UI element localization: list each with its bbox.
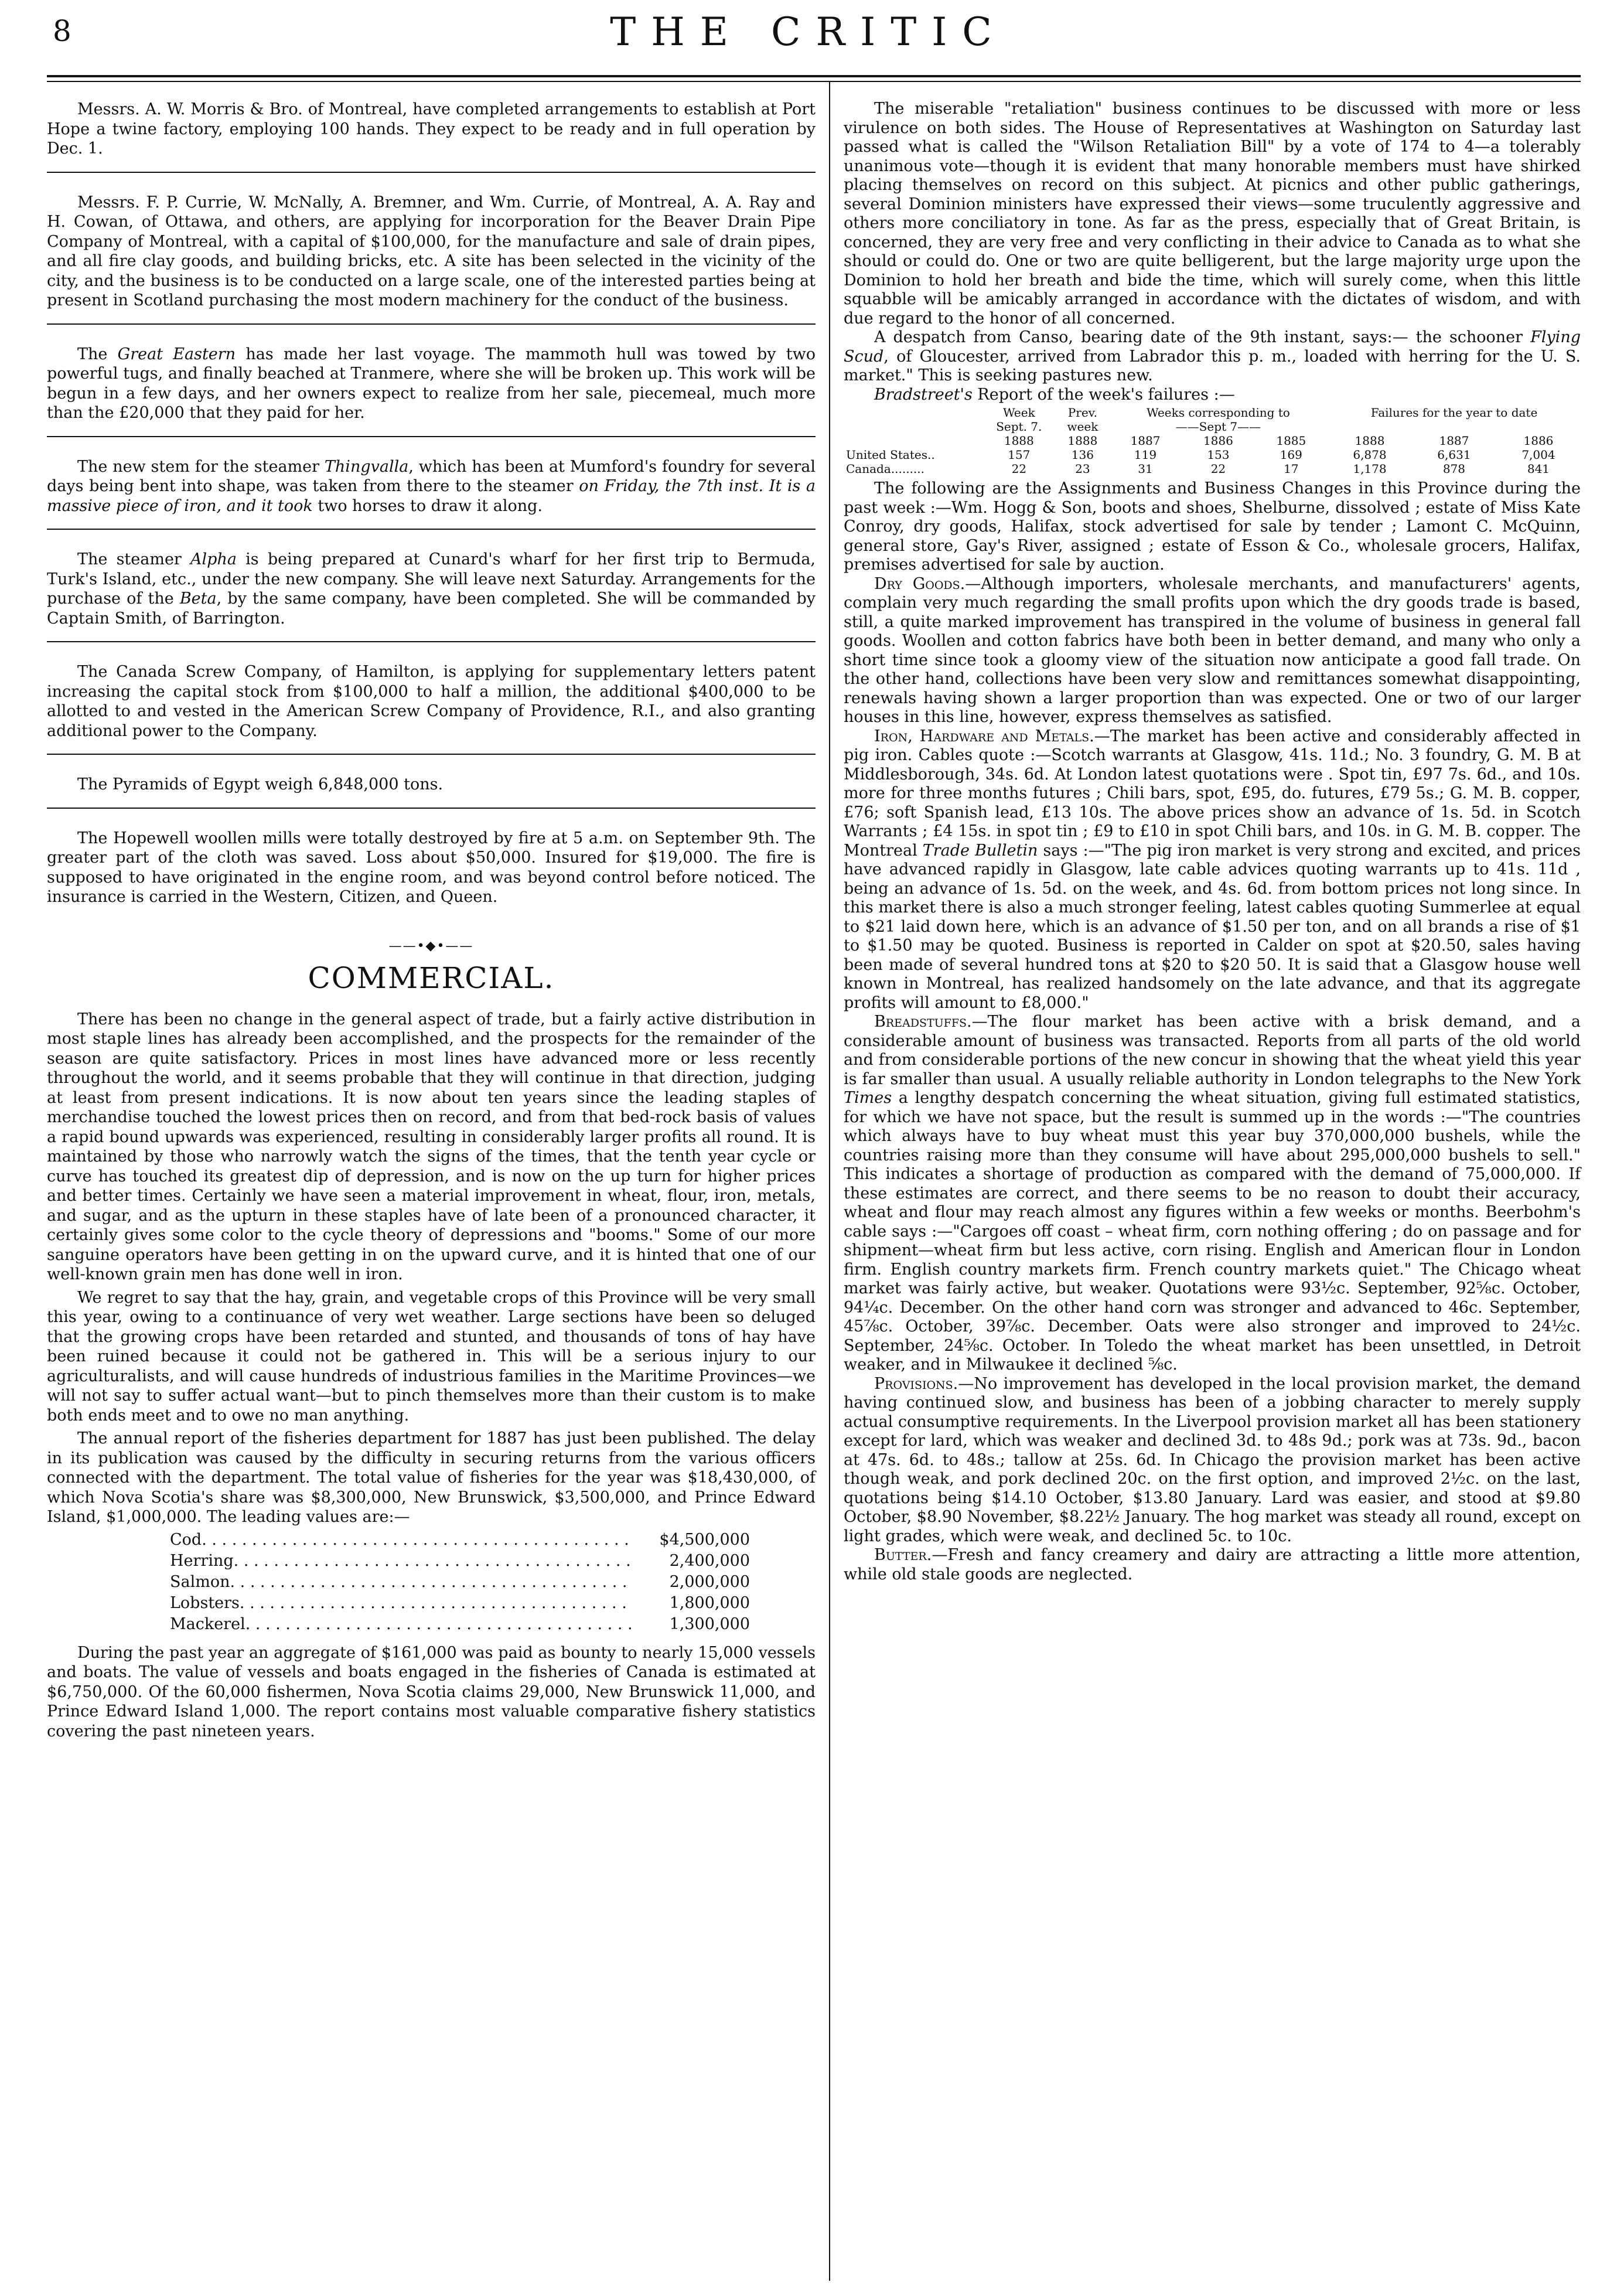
commercial-para-fisheries: The annual report of the fisheries department for 1887 has just been published. The delay in its publication was caused by the difficulty in securing returns from the various officers connected with the department. The total value of fisheries for the year was $18,430,000, of which Nova Scotia's share was $8,300,000, New Brunswick, $3,500,000, and Prince Edward Island, $1,000,000. The leading values are:— [47, 1429, 816, 1526]
item-separator [47, 529, 816, 530]
item-morris-twine: Messrs. A. W. Morris & Bro. of Montreal, have completed arrangements to establish at Port Hope a twine factory, employing 100 hands. They expect to be ready and in full operation by Dec. 1. [47, 100, 816, 158]
item-thingvalla: The new stem for the steamer Thingvalla, which has been at Mumford's foundry for several days being bent into shape, was taken from there to the steamer on Friday, the 7th inst. It is a massive piece of iron, and it took two horses to draw it along. [47, 457, 816, 515]
item-beaver-drain-pipe: Messrs. F. P. Currie, W. McNally, A. Bremner, and Wm. Currie, of Montreal, A. A. Ray and H. Cowan, of Ottawa, and others, are applying for incorporation for the Beaver Drain Pipe Company of Montreal, with a capital of $100,000, for the manufacture and sale of drain pipes, and all fire clay goods, and building bricks, etc. A site has been selected in the vicinity of the city, and the business is to be conducted on a large scale, one of the interested parties being at present in Scotland purchasing the most modern machinery for the conduct of the business. [47, 193, 816, 309]
section-title-commercial: COMMERCIAL. [308, 961, 555, 995]
item-separator [47, 172, 816, 173]
table-row: United States.. 157 136 119 153 169 6,878 6,631 7,004 [846, 448, 1555, 462]
failures-table [844, 406, 1581, 476]
item-canso-despatch: A despatch from Canso, bearing date of the 9th instant, says:— the schooner Flying Scud, of Gloucester, arrived from Labrador this p. m., loaded with herring for the U. S. market." This is seeking pastures new. [844, 328, 1581, 384]
table-row: Cod . . . $4,500,000 [170, 1529, 750, 1551]
item-separator [47, 323, 816, 325]
market-iron-metals: Iron, Hardware and Metals.—The market has been active and considerably affected in pig iron. Cables quote :—Scotch warrants at Glasgow, 41s. 11d.; No. 3 foundry, G. M. B at Middlesborough, 34s. 6d. At London latest quotations were . Spot tin, £97 7s. 6d., and 10s. more for three months futures ; Chili bars, spot, £95, do. futures, £79 5s.; G. M. B. copper, £76; soft Spanish lead, £13 10s. The above prices show an advance of 1s. 5d. in Scotch Warrants ; £4 15s. in spot tin ; £9 to £10 in spot Chili bars, and 10s. in G. M. B. copper. The Montreal Trade Bulletin says :—"The pig iron market is very strong and excited, and prices have advanced rapidly in Glasgow, late cable advices quoting warrants up to 41s. 11d , being an advance of 1s. 5d. on the week, and 4s. 6d. from bottom prices not long since. In this market there is also a much stronger feeling, latest cables quoting Summerlee at equal to $21 laid down here, which is an advance of $1.50 per ton, and on all brands a rise of $1 to $1.50 may be quoted. Business is reported in Calder on spot at $20.50, sales having been made of several hundred tons at $20 to $20 50. It is said that a Glasgow house well known in Montreal, has realized handsomely on the late advance, and that its aggregate profits will amount to £8,000." [844, 727, 1581, 1012]
header-rule-thin [47, 81, 1581, 82]
table-header-row: 1888 1888 1887 1886 1885 1888 1887 1886 [1004, 434, 1554, 448]
market-provisions: Provisions.—No improvement has developed in the local provision market, the demand having continued slow, and business has been of a jobbing character to merely supply actual consumptive requirements. In the Liverpool provision market all has been stationery except for lard, which was weaker and declined 3d. to 48s 9d.; pork was at 73s. 9d., bacon at 47s. 6d. to 48s.; tallow at 25s. 6d. In Chicago the provision market has been active though weak, and pork declined 20c. on the first option, and improved 2½c. on the last, quotations being $14.10 October, $13.80 January. Lard was easier, and stood at $9.80 October, $8.90 November, $8.22½ January. The hog market was steady all round, except on light grades, which were weak, and declined 5c. to 10c. [844, 1374, 1581, 1545]
item-alpha-steamer: The steamer Alpha is being prepared at Cunard's wharf for her first trip to Bermuda, Turk's Island, etc., under the new company. She will leave next Saturday. Arrangements for the purchase of the Beta, by the same company, have been completed. She will be commanded by Captain Smith, of Barrington. [47, 550, 816, 628]
item-pyramids: The Pyramids of Egypt weigh 6,848,000 tons. [77, 775, 444, 793]
item-great-eastern: The Great Eastern has made her last voyage. The mammoth hull was towed by two powerful tugs, and finally beached at Tranmere, where she will be broken up. This work will be begun in a few days, and her owners expect to realize from her sale, piecemeal, much more than the £20,000 that they paid for her. [47, 345, 816, 422]
section-ornament: ——•◆•—— [388, 938, 474, 953]
column-divider [829, 82, 830, 2281]
item-bradstreet-heading: Bradstreet's Report of the week's failures :— [874, 385, 1235, 404]
item-canada-screw: The Canada Screw Company, of Hamilton, is applying for supplementary letters patent increasing the capital stock from $100,000 to half a million, the additional $400,000 to be allotted to and vested in the American Screw Company of Providence, R.I., and also granting additional power to the Company. [47, 663, 816, 740]
market-butter: Butter.—Fresh and fancy creamery and dairy are attracting a little more attention, while old stale goods are neglected. [844, 1546, 1581, 1583]
table-header-row: Week Prev. Weeks corresponding to Failures for the year to date [1002, 406, 1538, 420]
commercial-para-bounty: During the past year an aggregate of $161,000 was paid as bounty to nearly 15,000 vessels and boats. The value of vessels and boats engaged in the fisheries of Canada is estimated at $6,750,000. Of the 60,000 fishermen, Nova Scotia claims 29,000, New Brunswick 11,000, and Prince Edward Island 1,000. The report contains most valuable comparative fishery statistics covering the past nineteen years. [47, 1643, 816, 1740]
item-retaliation: The miserable "retaliation" business continues to be discussed with more or less virulence on both sides. The House of Representatives at Washington on Saturday last passed what is called the "Wilson Retaliation Bill" by a vote of 174 to 4—a tolerably unanimous vote—though it is evident that many honorable members must have shirked placing themselves on record on this subject. At picnics and other public gatherings, several Dominion ministers have expressed their views—some truculently aggressive and others more conciliatory in tone. As far as the press, especially that of Great Britain, is concerned, they are very free and very conflicting in their advice to Canada as to what she should or could do. One or two are quite belligerent, but the large majority urge upon the Dominion to hold her breath and bide the time, which will surely come, when this little squabble will be amicably arranged in accordance with the dictates of wisdom, and with due regard to the honor of all concerned. [844, 100, 1581, 328]
item-hopewell-mills: The Hopewell woollen mills were totally destroyed by fire at 5 a.m. on September 9th. The greater part of the cloth was saved. Loss about $50,000. Insured for $19,000. The fire is supposed to have originated in the engine room, and was beyond control before noticed. The insurance is carried in the Western, Citizen, and Queen. [47, 829, 816, 906]
table-row: Lobsters . . . 1,800,000 [170, 1593, 750, 1614]
item-separator [47, 641, 816, 642]
masthead-title: THE CRITIC [610, 9, 1007, 54]
item-assignments: The following are the Assignments and Business Changes in this Province during the past week :—Wm. Hogg & Son, boots and shoes, Shelburne, dissolved ; estate of Miss Kate Conroy, dry goods, Halifax, stock advertised for sale by tender ; Lamont C. McQuinn, general store, Gay's River, assigned ; estate of Esson & Co., wholesale grocers, Halifax, premises advertised for sale by auction. [844, 479, 1581, 574]
header-rule [47, 75, 1581, 77]
item-separator [47, 808, 816, 809]
left-column [47, 100, 816, 1741]
commercial-para-crops: We regret to say that the hay, grain, and vegetable crops of this Province will be very small this year, owing to a continuance of very wet weather. Large sections have been so deluged that the growing crops have been retarded and stunted, and thousands of tons of hay have been ruined because it could not be gathered in. This will be a serious injury to our agriculturalists, and will cause hundreds of industrious families in the Maritime Provinces—we will not say to suffer actual want—but to pinch themselves more than their custom is to make both ends meet and to owe no man anything. [47, 1288, 816, 1425]
item-separator [47, 436, 816, 437]
table-row: Salmon . . . 2,000,000 [170, 1572, 750, 1593]
table-row: Herring . . . 2,400,000 [170, 1551, 750, 1572]
table-row: Canada......... 22 23 31 22 17 1,178 878 841 [846, 462, 1550, 476]
fisheries-values-table [170, 1529, 816, 1635]
right-column [844, 100, 1581, 1584]
commercial-para-trade: There has been no change in the general aspect of trade, but a fairly active distribution in most staple lines has already been accomplished, and the prospects for the remainder of the season are quite satisfactory. Prices in most lines have advanced more or less recently throughout the world, and it seems probable that they will continue in that direction, judging at least from present indications. It is now about ten years since the leading staples of merchandise touched the lowest prices then on record, and from that bed-rock basis of values a rapid bound upwards was experienced, resulting in considerably larger profits all round. It is maintained by those who narrowly watch the signs of the times, that the tenth year cycle or curve has touched its greatest dip of depression, and is now on the up turn for higher prices and better times. Certainly we have seen a material improvement in wheat, flour, iron, metals, and sugar, and as the upturn in these staples have of late been of a pronounced character, it certainly gives some color to the cycle theory of depressions and "booms." Some of our more sanguine operators have been getting in on the upward curve, and it is hinted that one of our well-known grain men has done well in iron. [47, 1010, 816, 1283]
market-breadstuffs: Breadstuffs.—The flour market has been active with a brisk demand, and a considerable amount of business was transacted. Reports from all parts of the old world and from considerable portions of the new concur in showing that the wheat yield this year is far smaller than usual. A usually reliable authority in London telegraphs to the New York Times a lengthy despatch concerning the wheat situation, giving full estimated statistics, for which we have not space, but the result is summed up in the words :—"The countries which always have to buy wheat must this year buy 370,000,000 bushels, while the countries raising more than they consume will have about 295,000,000 bushels to sell." This indicates a shortage of production as compared with the demand of 75,000,000. If these estimates are correct, and there seems to be no reason to doubt their accuracy, wheat and flour may reach almost any figures within a few weeks or months. Beerbohm's cable says :—"Cargoes off coast – wheat firm, corn nothing offering ; do on passage and for shipment—wheat firm but less active, corn rising. English and American flour in London firm. English country markets firm. French country markets quiet." The Chicago wheat market was fairly active, but weaker. Quotations were 93½c. September, 92⅝c. October, 94¼c. December. On the other hand corn was stronger and advanced to 46c. September, 45⅞c. October, 39⅞c. December. Oats were also stronger and improved to 24½c. September, 24⅝c. October. In Toledo the wheat market has been unsettled, in Detroit weaker, and in Milwaukee it declined ⅝c. [844, 1013, 1581, 1374]
table-row: Mackerel . . . 1,300,000 [170, 1614, 750, 1635]
page-number: 8 [53, 14, 71, 48]
market-dry-goods: Dry Goods.—Although importers, wholesale merchants, and manufacturers' agents, complain very much regarding the small profits upon which the dry goods trade is based, still, a quite marked improvement has transpired in the volume of business in general fall goods. Woollen and cotton fabrics have both been in better demand, and many who only a short time since took a gloomy view of the situation now anticipate a good fall trade. On the other hand, collections have been very slow and remittances somewhat disappointing, renewals having shown a larger proportion than was expected. One or two of our larger houses in this line, however, express themselves as satisfied. [844, 574, 1581, 726]
table-header-row: Sept. 7. week ——Sept 7—— [996, 420, 1261, 434]
item-separator [47, 754, 816, 755]
